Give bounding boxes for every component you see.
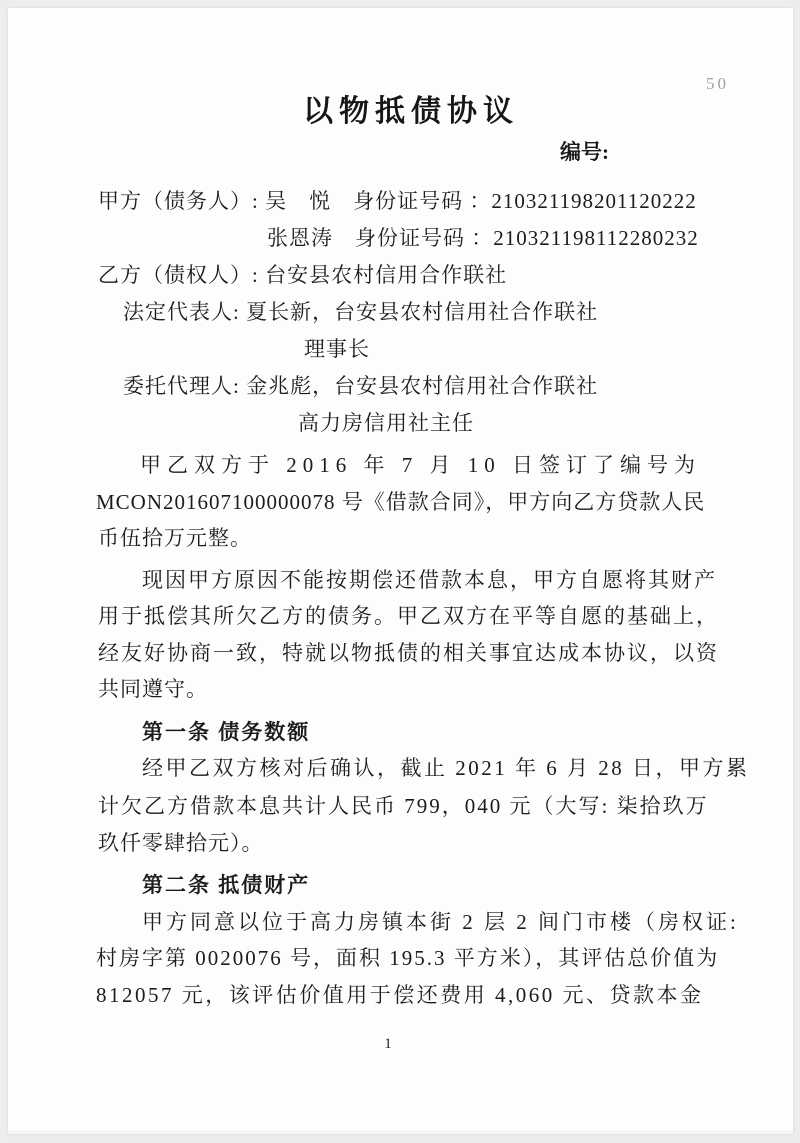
agent-title-line: 高力房信用社主任 bbox=[298, 411, 474, 435]
reason-para-line-2: 用于抵偿其所欠乙方的债务。甲乙双方在平等自愿的基础上， bbox=[98, 604, 719, 628]
faint-corner-mark: 50 bbox=[706, 74, 729, 93]
loan-para-line-3: 币伍拾万元整。 bbox=[98, 526, 252, 550]
article-1-heading: 第一条 债务数额 bbox=[142, 720, 311, 744]
article-2-line-1: 甲方同意以位于高力房镇本街 2 层 2 间门市楼（房权证: bbox=[142, 910, 739, 934]
party-a-second-id-line: 张恩涛 身份证号码 ：210321198112280232 bbox=[267, 226, 699, 250]
agent-line: 委托代理人: 金兆彪，台安县农村信用社合作联社 bbox=[123, 374, 599, 398]
loan-para-line-1: 甲乙双方于 2016 年 7 月 10 日签订了编号为 bbox=[140, 453, 701, 477]
article-1-line-3: 玖仟零肆拾元）。 bbox=[98, 831, 264, 855]
page-number: 1 bbox=[384, 1036, 392, 1052]
reason-para-line-3: 经友好协商一致，特就以物抵债的相关事宜达成本协议，以资 bbox=[98, 641, 719, 665]
article-1-line-1: 经甲乙双方核对后确认，截止 2021 年 6 月 28 日，甲方累 bbox=[142, 756, 750, 780]
article-2-line-3: 812057 元，该评估价值用于偿还费用 4,060 元、贷款本金 bbox=[96, 983, 704, 1007]
document-title: 以物抵债协议 bbox=[303, 95, 519, 128]
party-b-line: 乙方（债权人）: 台安县农村信用合作联社 bbox=[98, 263, 508, 287]
document-page bbox=[8, 8, 793, 1134]
loan-para-line-2: MCON201607100000078 号《借款合同》，甲方向乙方贷款人民 bbox=[96, 490, 706, 514]
article-2-line-2: 村房字第 0020076 号，面积 195.3 平方米），其评估总价值为 bbox=[96, 946, 720, 970]
legal-rep-title-line: 理事长 bbox=[304, 337, 370, 361]
party-a-line: 甲方（债务人）: 吴 悦 身份证号码 ：210321198201120222 bbox=[98, 189, 697, 213]
reason-para-line-1: 现因甲方原因不能按期偿还借款本息，甲方自愿将其财产 bbox=[142, 568, 717, 592]
reason-para-line-4: 共同遵守。 bbox=[98, 677, 208, 701]
article-1-line-2: 计欠乙方借款本息共计人民币 799，040 元（大写: 柒拾玖万 bbox=[98, 794, 709, 818]
document-number-label: 编号: bbox=[560, 140, 609, 164]
article-2-heading: 第二条 抵债财产 bbox=[142, 873, 311, 897]
legal-rep-line: 法定代表人: 夏长新，台安县农村信用社合作联社 bbox=[123, 300, 599, 324]
